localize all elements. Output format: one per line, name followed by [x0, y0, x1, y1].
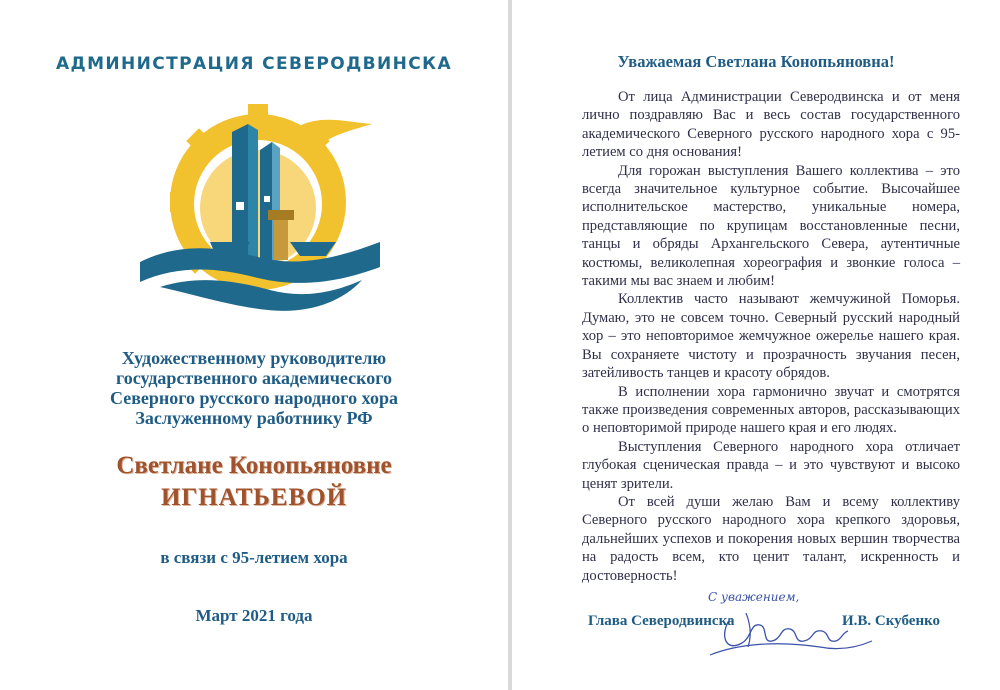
signature-name: И.В. Скубенко — [842, 613, 941, 629]
recipient-name-first: Светлане Конопьяновне — [116, 452, 392, 479]
letter-paragraph: Выступления Северного народного хора отличает глубокая сценическая правда – и это чувствуют и высоко ценят зрители. — [582, 438, 960, 492]
salutation: Уважаемая Светлана Конопьяновна! — [617, 52, 895, 71]
letter-body — [582, 88, 960, 585]
signature-title: Глава Северодвинска — [588, 613, 735, 629]
letter-paragraph: Коллектив часто называют жемчужиной Поморья. Думаю, это не совсем точно. Северный русский народный хор – это неповторимое жемчужное ожерелье нашего края. Вы сохраняете чистоту и прозрачность звучания песен, затейливость танцев и красоту обрядов. — [582, 291, 960, 382]
recipient-line: государственного академического — [115, 368, 392, 388]
date-text: Март 2021 года — [195, 606, 313, 625]
recipient-line: Северного русского народного хора — [110, 388, 398, 408]
severodvinsk-emblem-icon — [140, 92, 380, 322]
letter-paragraph: Для горожан выступления Вашего коллектива – это всегда значительное культурное событие. Высочайшее исполнительское мастерство, уникальные номера, представляющие по крупицам восстановленные песни, танцы и обряды Архангельского Севера, аутентичные костюмы, великолепная хореография и звонкие голоса – такими мы вас знаем и любим! — [582, 162, 960, 290]
administration-header: АДМИНИСТРАЦИЯ СЕВЕРОДВИНСКА — [55, 54, 453, 74]
handwritten-note: С уважением, — [708, 590, 800, 604]
recipient-name-last: ИГНАТЬЕВОЙ — [160, 484, 348, 511]
letter-paragraph: От лица Администрации Северодвинска и от меня лично поздравляю Вас и весь состав государственного академического Северного русского народного хора с 95-летием со дня основания! — [582, 89, 960, 161]
recipient-block — [0, 348, 508, 428]
recipient-line: Заслуженному работнику РФ — [135, 408, 373, 428]
letter-paragraph: От всей души желаю Вам и всему коллективу Северного русского народного хора крепкого здоровья, дальнейших успехов и покорения новых вершин творчества на радость всем, кто ценит талант, искренность и достоверность! — [582, 493, 960, 584]
letter-paragraph: В исполнении хора гармонично звучат и смотрятся также произведения современных авторов, рассказывающих о неповторимой природе нашего края и его людях. — [582, 383, 960, 437]
recipient-line: Художественному руководителю — [121, 348, 387, 368]
occasion-text: в связи с 95-летием хора — [160, 548, 348, 567]
